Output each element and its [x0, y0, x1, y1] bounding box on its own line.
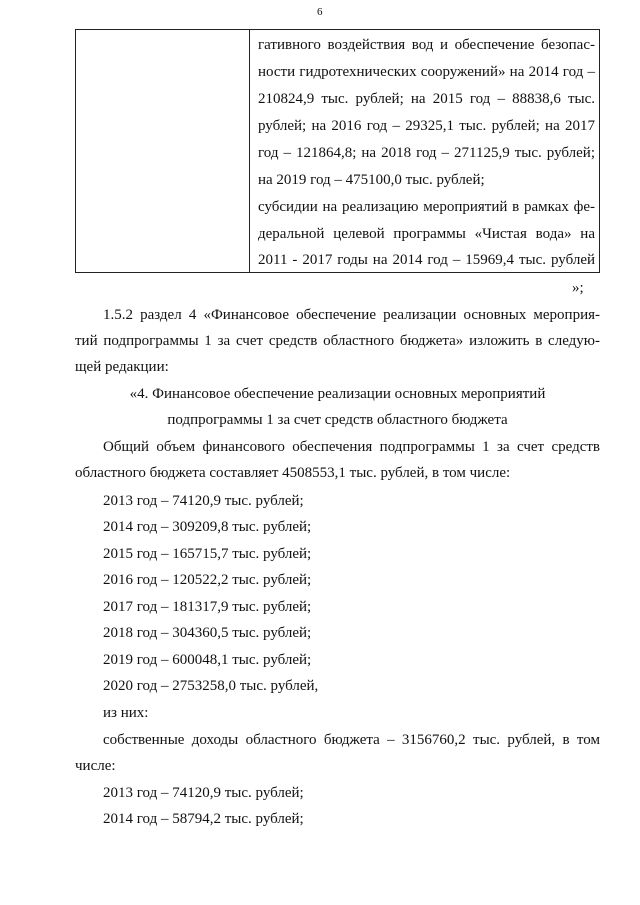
paragraph-line: Общий объем финансового обеспечения подпрограммы 1 за счет средств — [103, 439, 600, 455]
heading-line: подпрограммы 1 за счет средств областного бюджета — [167, 412, 508, 428]
closing-quote-mark: »; — [572, 280, 584, 296]
table-right-cell — [250, 30, 601, 272]
table-cell-line: 210824,9 тыс. рублей; на 2015 год – 88838,6 тыс. — [258, 91, 595, 107]
paragraph-line: областного бюджета составляет 4508553,1 тыс. рублей, в том числе: — [75, 465, 511, 481]
year-item: 2018 год – 304360,5 тыс. рублей; — [103, 625, 312, 641]
table-cell-line: гативного воздействия вод и обеспечение безопас- — [258, 37, 595, 53]
budget-table — [75, 29, 600, 273]
heading-line: «4. Финансовое обеспечение реализации основных мероприятий — [129, 386, 546, 402]
page-number: 6 — [317, 6, 323, 18]
paragraph-line: 1.5.2 раздел 4 «Финансовое обеспечение реализации основных мероприя- — [103, 307, 600, 323]
table-cell-line: на 2019 год – 475100,0 тыс. рублей; — [258, 172, 485, 188]
paragraph-line: щей редакции: — [75, 359, 169, 375]
table-left-cell — [76, 30, 250, 272]
year-item: 2013 год – 74120,9 тыс. рублей; — [103, 785, 304, 801]
paragraph-line: собственные доходы областного бюджета – 3156760,2 тыс. рублей, в том — [103, 732, 600, 748]
paragraph-line: числе: — [75, 758, 116, 774]
year-item: 2014 год – 309209,8 тыс. рублей; — [103, 519, 312, 535]
table-cell-line: рублей; на 2016 год – 29325,1 тыс. рублей; на 2017 — [258, 118, 595, 134]
table-cell-line: ности гидротехнических сооружений» на 2014 год – — [258, 64, 595, 80]
paragraph-line: тий подпрограммы 1 за счет средств областного бюджета» изложить в следую- — [75, 333, 600, 349]
year-item: 2017 год – 181317,9 тыс. рублей; — [103, 599, 312, 615]
year-item: 2013 год – 74120,9 тыс. рублей; — [103, 493, 304, 509]
year-item: 2019 год – 600048,1 тыс. рублей; — [103, 652, 312, 668]
year-item: 2014 год – 58794,2 тыс. рублей; — [103, 811, 304, 827]
year-item: 2016 год – 120522,2 тыс. рублей; — [103, 572, 312, 588]
table-cell-line: год – 121864,8; на 2018 год – 271125,9 тыс. рублей; — [258, 145, 595, 161]
table-cell-line: 2011 - 2017 годы на 2014 год – 15969,4 тыс. рублей — [258, 252, 595, 268]
year-item: 2020 год – 2753258,0 тыс. рублей, — [103, 678, 319, 694]
table-cell-line: деральной целевой программы «Чистая вода» на — [258, 226, 595, 242]
year-item: 2015 год – 165715,7 тыс. рублей; — [103, 546, 312, 562]
table-cell-line: субсидии на реализацию мероприятий в рамках фе- — [258, 199, 595, 215]
of-them-label: из них: — [103, 705, 149, 721]
